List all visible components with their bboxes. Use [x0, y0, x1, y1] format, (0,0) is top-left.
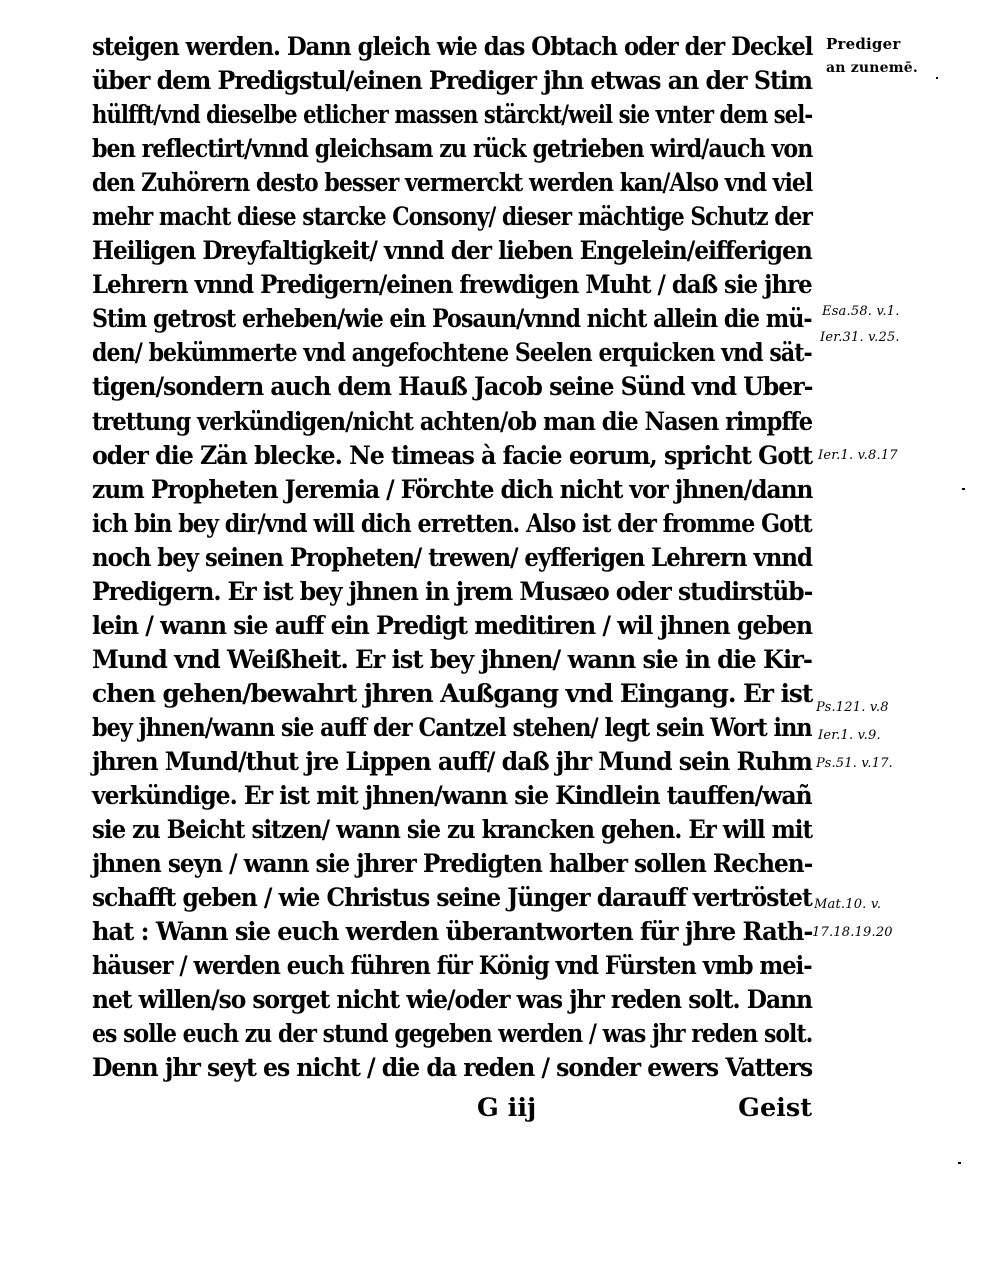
text-line: hat : Wann sie euch werden überantworten für jhre Rath- [92, 917, 813, 948]
margin-note-ps121: Ps.121. v.8 [816, 700, 889, 715]
text-line: lein / wann sie auff ein Predigt meditiren / wil jhnen geben [92, 610, 813, 641]
margin-note-prediger-2: an zunemē. [826, 60, 918, 76]
text-line: Lehrern vnnd Predigern/einen frewdigen Muht / daß sie jhre [92, 270, 812, 301]
text-line: den Zuhörern desto besser vermerckt werden kan/Also vnd viel [92, 168, 813, 199]
margin-note-ps51: Ps.51. v.17. [816, 756, 894, 771]
margin-note-esa: Esa.58. v.1. [822, 304, 900, 319]
text-line: hülfft/vnd dieselbe etlicher massen stärckt/weil sie vnter dem sel- [92, 100, 813, 131]
margin-note-prediger: Prediger [826, 35, 901, 53]
text-line: tigen/sondern auch dem Hauß Jacob seine Sünd vnd Uber- [92, 372, 813, 403]
text-line: steigen werden. Dann gleich wie das Obtach oder der Deckel [92, 32, 813, 62]
text-line: ich bin bey dir/vnd will dich erretten. Also ist der fromme Gott [92, 508, 812, 539]
text-line: es solle euch zu der stund gegeben werden / was jhr reden solt. [92, 1019, 813, 1050]
text-line: schafft geben / wie Christus seine Jünger darauff vertröstet [92, 883, 812, 914]
text-line: ben reflectirt/vnnd gleichsam zu rück getrieben wird/auch von [92, 134, 813, 165]
text-line: mehr macht diese starcke Consony/ dieser mächtige Schutz der [92, 202, 812, 233]
text-line: oder die Zän blecke. Ne timeas à facie eorum, spricht Gott [92, 440, 813, 471]
margin-note-ier31: Ier.31. v.25. [820, 330, 900, 345]
text-line: häuser / werden euch führen für König vnd Fürsten vmb mei- [92, 951, 812, 982]
text-line: Denn jhr seyt es nicht / die da reden / sonder ewers Vatters [92, 1053, 813, 1084]
text-line: Heiligen Dreyfaltigkeit/ vnnd der lieben Engelein/eifferigen [92, 236, 812, 267]
scan-speck [962, 488, 965, 490]
text-line: noch bey seinen Propheten/ trewen/ eyfferigen Lehrern vnnd [92, 542, 812, 573]
text-line: bey jhnen/wann sie auff der Cantzel stehen/ legt sein Wort inn [92, 712, 812, 743]
margin-note-mat: Mat.10. v. [814, 897, 882, 912]
signature-mark: G iij [477, 1093, 537, 1123]
margin-note-ier1b: Ier.1. v.9. [818, 728, 881, 743]
text-line: über dem Predigstul/einen Prediger jhn etwas an der Stim [92, 66, 812, 97]
margin-note-mat-verses: 17.18.19.20 [812, 925, 893, 940]
page-footer [92, 1093, 812, 1127]
text-line: den/ bekümmerte vnd angefochtene Seelen erquicken vnd sät- [92, 338, 812, 369]
text-line: net willen/so sorget nicht wie/oder was jhr reden solt. Dann [92, 985, 812, 1016]
text-line: jhnen seyn / wann sie jhrer Predigten halber sollen Rechen- [92, 849, 813, 880]
text-line: Mund vnd Weißheit. Er ist bey jhnen/ wann sie in die Kir- [92, 644, 812, 675]
scan-speck [936, 77, 938, 79]
body-text [92, 30, 822, 1085]
text-line: Predigern. Er ist bey jhnen in jrem Musæo oder studirstüb- [92, 576, 813, 607]
scan-speck [958, 1162, 961, 1164]
text-line: sie zu Beicht sitzen/ wann sie zu krancken gehen. Er will mit [92, 815, 813, 846]
text-line: verkündige. Er ist mit jhnen/wann sie Kindlein tauffen/wañ [92, 781, 812, 812]
text-line: zum Propheten Jeremia / Förchte dich nicht vor jhnen/dann [92, 474, 813, 505]
text-line: chen gehen/bewahrt jhren Außgang vnd Eingang. Er ist [92, 678, 813, 709]
text-line: trettung verkündigen/nicht achten/ob man die Nasen rimpffe [92, 406, 813, 437]
catchword: Geist [738, 1093, 812, 1123]
text-line: Stim getrost erheben/wie ein Posaun/vnnd nicht allein die mü- [92, 304, 812, 335]
margin-note-ier1: Ier.1. v.8.17 [818, 448, 898, 463]
text-line: jhren Mund/thut jre Lippen auff/ daß jhr Mund sein Ruhm [92, 746, 812, 777]
